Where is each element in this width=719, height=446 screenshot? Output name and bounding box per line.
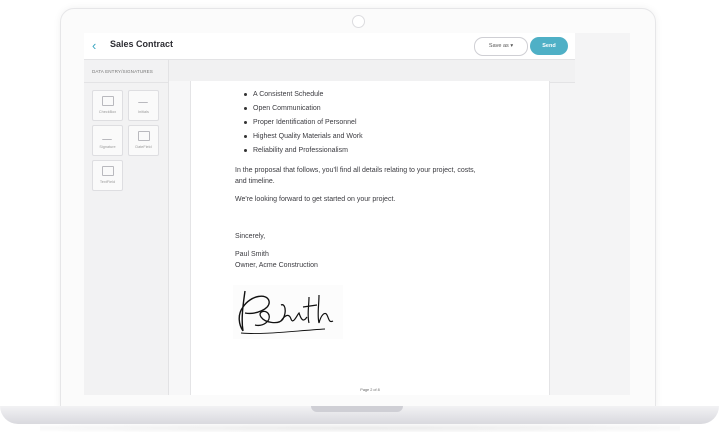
initials-icon <box>138 96 148 103</box>
camera-icon <box>352 15 365 28</box>
laptop-shadow <box>40 424 680 432</box>
initials-tool[interactable] <box>128 90 159 121</box>
bullet-dot <box>244 107 247 110</box>
textfield-tool[interactable] <box>92 160 123 191</box>
sidebar-title: DATA ENTRY/SIGNATURES <box>92 69 153 74</box>
signature-icon <box>102 131 112 140</box>
bullet-item: Open Communication <box>253 105 321 112</box>
laptop-notch <box>311 406 403 412</box>
send-button[interactable]: Send <box>530 37 568 55</box>
sidebar-header <box>84 59 168 83</box>
page-number: Page 2 of 8 <box>360 388 380 392</box>
tool-label: DateField <box>135 145 152 149</box>
datefield-icon <box>138 131 150 141</box>
page-title: Sales Contract <box>110 39 174 49</box>
tool-label: Initials <box>138 110 149 114</box>
bullet-dot <box>244 121 247 124</box>
signer-name: Paul Smith <box>235 251 269 258</box>
save-as-button[interactable] <box>474 37 528 56</box>
signature-image <box>233 285 343 339</box>
signature-tool[interactable] <box>92 125 123 156</box>
signer-title: Owner, Acme Construction <box>235 262 318 269</box>
bullet-dot <box>244 149 247 152</box>
right-panel <box>575 33 630 395</box>
paragraph-line: and timeline. <box>235 178 275 185</box>
document-gutter <box>169 81 191 395</box>
tool-label: CheckBox <box>98 110 117 114</box>
bullet-item: Highest Quality Materials and Work <box>253 133 363 140</box>
textfield-icon <box>102 166 114 176</box>
bullet-item: A Consistent Schedule <box>253 91 324 98</box>
app-screen <box>84 33 630 395</box>
bullet-dot <box>244 93 247 96</box>
tool-label: Signature <box>99 145 116 149</box>
handwritten-signature <box>233 285 343 339</box>
save-as-label: Save as <box>488 43 509 49</box>
sidebar <box>84 59 169 395</box>
checkbox-tool[interactable] <box>92 90 123 121</box>
app-header <box>84 33 575 59</box>
checkbox-icon <box>102 96 114 106</box>
paragraph-line: In the proposal that follows, you'll find all details relating to your project, costs, <box>235 167 476 174</box>
document-toolbar <box>169 59 575 83</box>
document-page <box>191 81 550 395</box>
bullet-dot <box>244 135 247 138</box>
paragraph: We're looking forward to get started on your project. <box>235 196 396 203</box>
closing-text: Sincerely, <box>235 233 266 240</box>
tool-label: TextField <box>99 180 116 184</box>
datefield-tool[interactable] <box>128 125 159 156</box>
chevron-down-icon: ▾ <box>510 43 514 49</box>
chevron-left-icon[interactable]: ‹ <box>92 38 97 53</box>
bullet-item: Proper Identification of Personnel <box>253 119 357 126</box>
bullet-item: Reliability and Professionalism <box>253 147 348 154</box>
